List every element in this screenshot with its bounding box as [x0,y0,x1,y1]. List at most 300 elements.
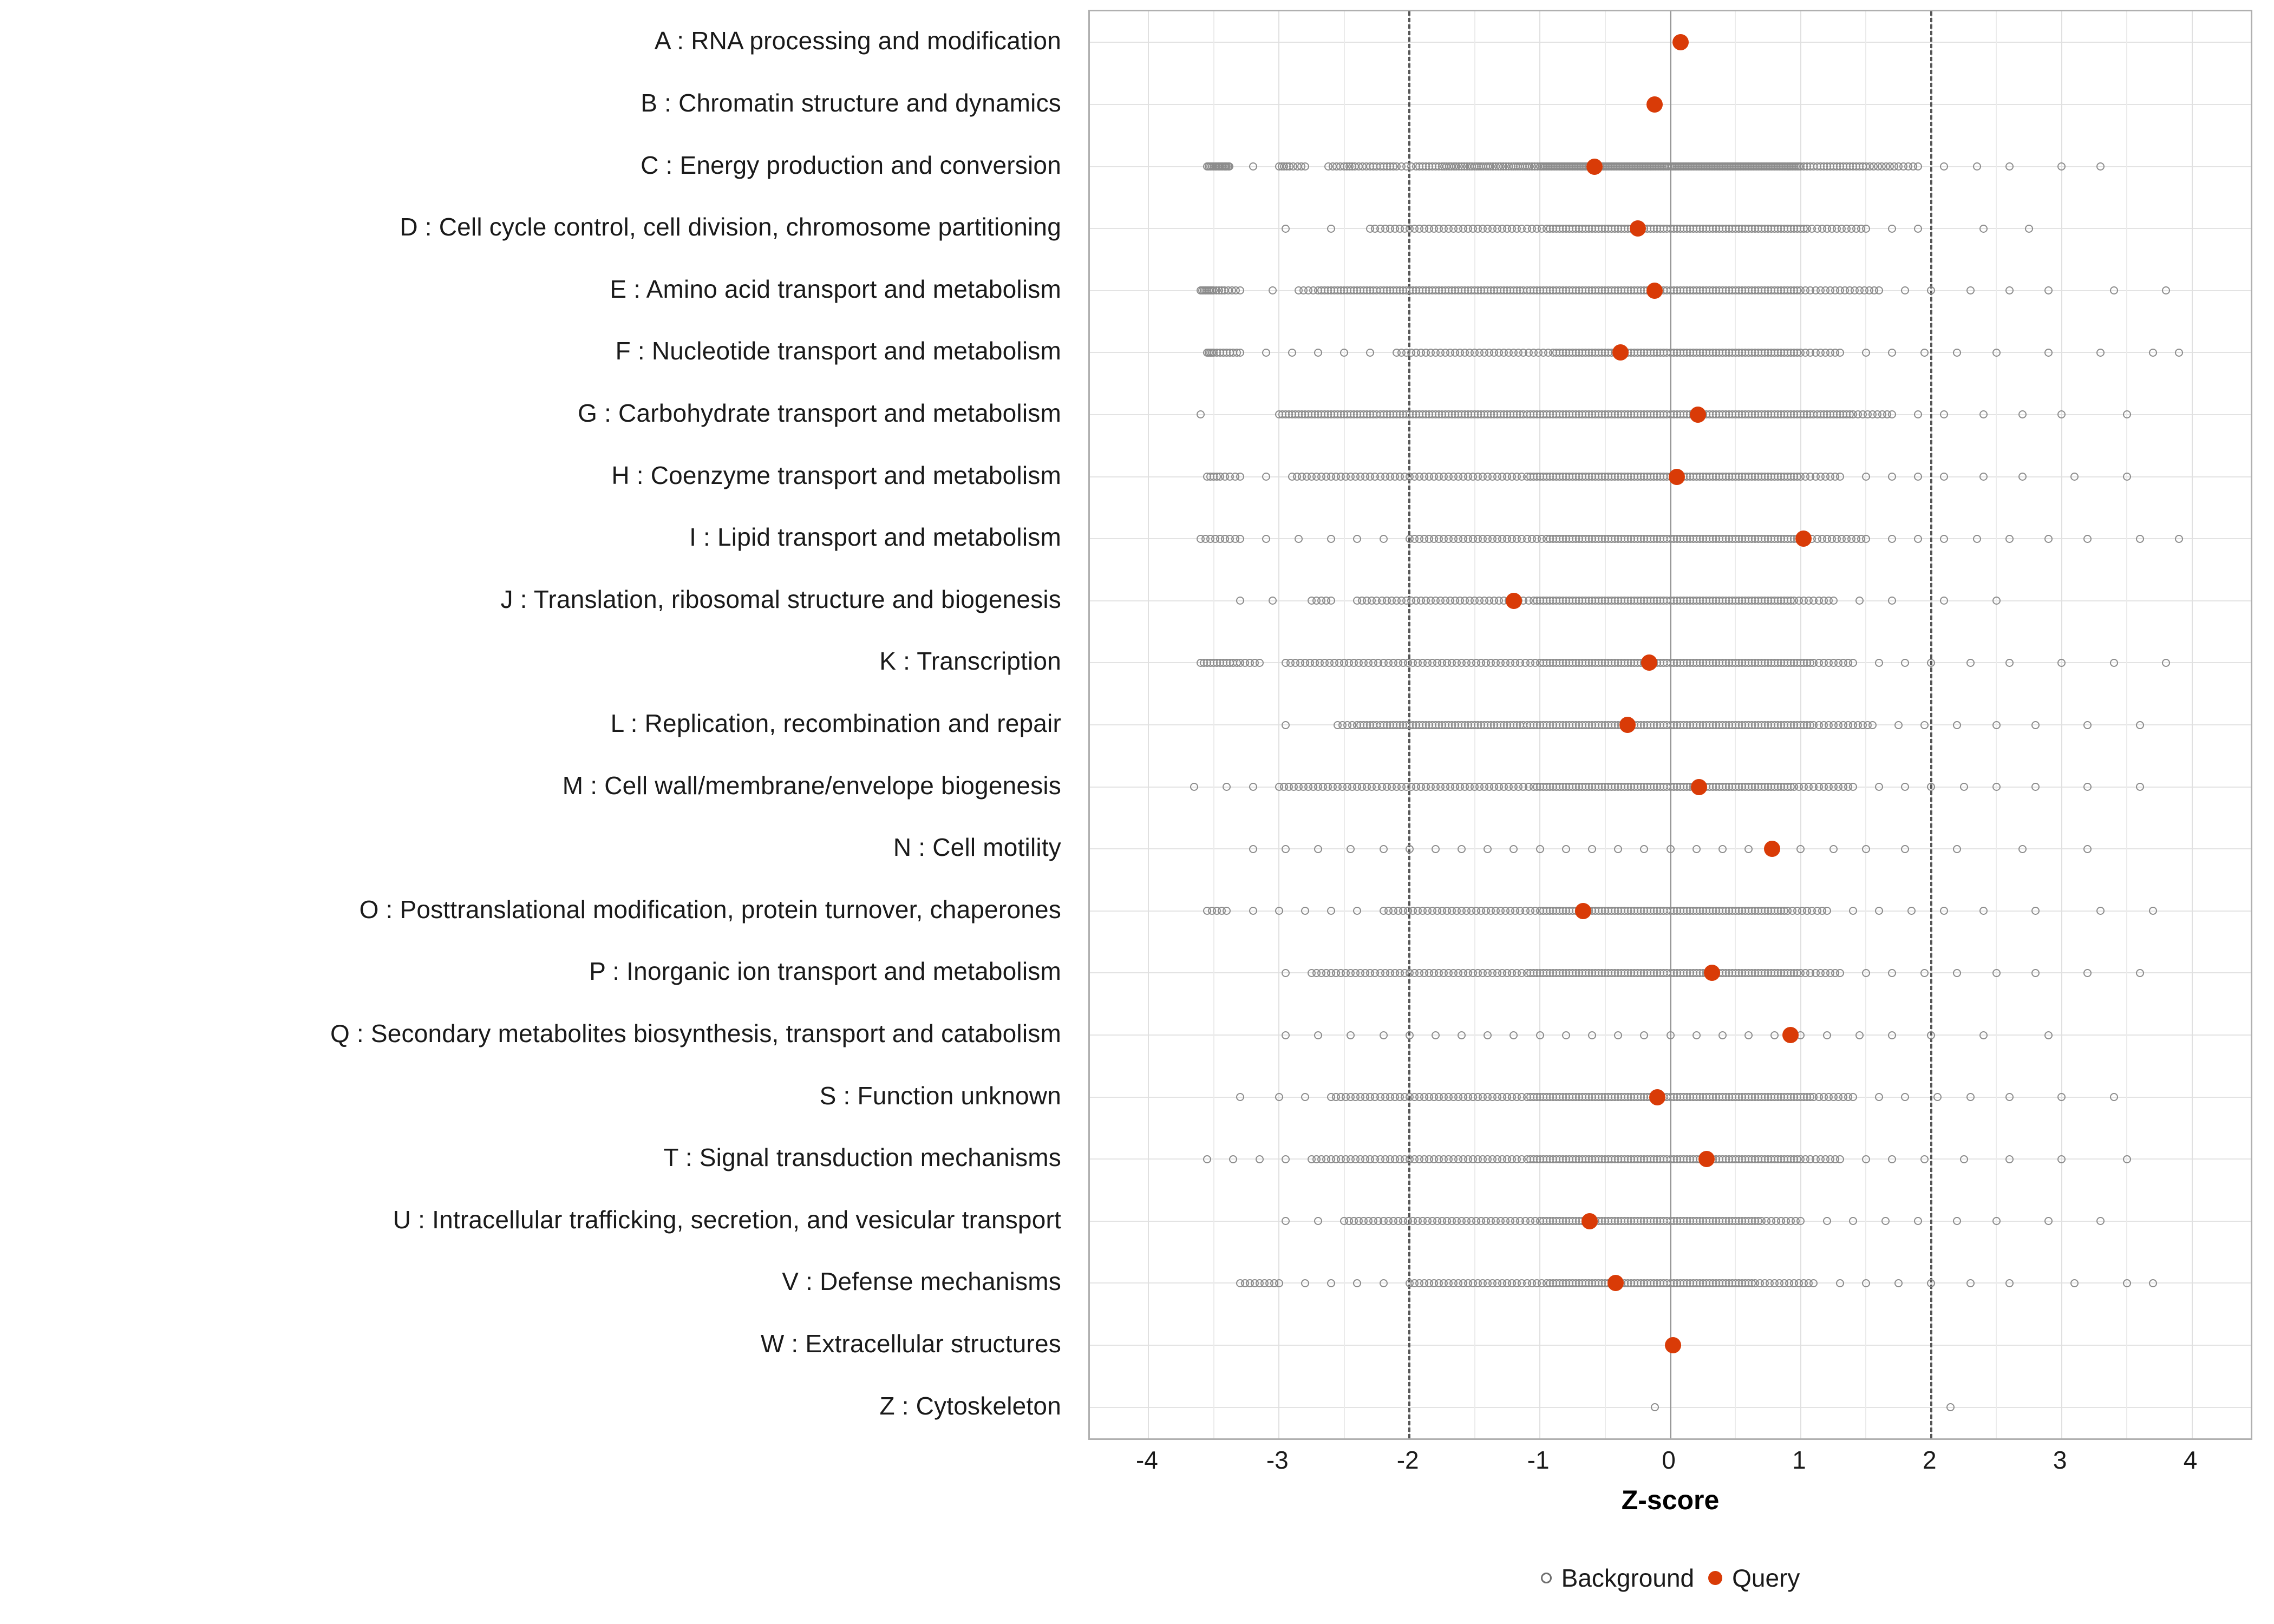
background-point [2149,907,2157,915]
background-point [1282,1031,1290,1039]
background-point [1920,721,1929,729]
background-point [1347,1031,1355,1039]
background-point [1327,1279,1335,1287]
background-point [2110,1093,2118,1101]
background-point [1992,597,2001,605]
vertical-gridline [1148,11,1149,1438]
background-point [1275,1279,1283,1287]
background-point [2110,286,2118,294]
background-point [1718,1031,1727,1039]
background-point [1979,473,1988,481]
query-point [1782,1027,1799,1043]
x-tick-label: -3 [1266,1446,1289,1474]
background-point [2044,1031,2053,1039]
background-point [1992,969,2001,977]
background-point [1353,535,1361,543]
category-label: H : Coenzyme transport and metabolism [611,461,1061,489]
background-point [1301,162,1309,171]
vertical-gridline [2061,11,2062,1438]
query-point [1575,903,1591,919]
background-point [1510,845,1518,853]
background-point [1275,907,1283,915]
background-point [2136,783,2144,791]
background-point [1651,1403,1659,1411]
background-point [1282,1155,1290,1163]
background-point [1888,473,1896,481]
background-point [1406,1031,1414,1039]
background-point [1966,1093,1975,1101]
background-point [1667,1031,1675,1039]
background-point [1282,225,1290,233]
background-point [1888,225,1896,233]
background-point [1881,1217,1890,1225]
background-point [1275,1093,1283,1101]
background-point [1836,349,1844,357]
background-point [2005,1155,2014,1163]
background-point [1236,349,1244,357]
background-point [1888,1031,1896,1039]
query-point [1506,593,1522,609]
background-point [1249,783,1257,791]
chart-legend [1088,1556,2252,1600]
background-point [1914,473,1922,481]
background-point [2083,721,2092,729]
background-point [1855,597,1864,605]
category-label: T : Signal transduction mechanisms [663,1143,1061,1172]
background-point [1484,1031,1492,1039]
query-point [1669,469,1685,485]
background-point [1992,1217,2001,1225]
query-point [1690,407,1706,423]
background-point [1901,659,1909,667]
background-point [2096,1217,2105,1225]
background-point [1249,162,1257,171]
background-point [2136,969,2144,977]
background-point [1693,1031,1701,1039]
background-point [2083,845,2092,853]
background-point [2031,907,2040,915]
background-point [1295,535,1303,543]
background-point [1862,473,1870,481]
background-point [1953,1217,1961,1225]
background-point [1953,969,1961,977]
background-point [1197,410,1205,418]
background-point [2175,535,2183,543]
background-point [1849,907,1857,915]
category-label: S : Function unknown [819,1081,1061,1110]
background-point [1927,659,1935,667]
background-point [1314,1217,1322,1225]
background-point [1888,349,1896,357]
background-point [1823,1031,1831,1039]
background-point [1223,907,1231,915]
background-point [1327,597,1335,605]
background-point [2070,1279,2079,1287]
category-label: A : RNA processing and modification [654,27,1061,55]
query-point [1630,220,1646,237]
category-label: N : Cell motility [893,833,1061,862]
background-point [1849,1217,1857,1225]
background-point [1588,1031,1596,1039]
reference-line-dashed [1930,11,1932,1438]
background-point [1314,349,1322,357]
background-point [1927,1031,1935,1039]
background-point [1953,845,1961,853]
background-point [1979,225,1988,233]
background-point [1327,535,1335,543]
background-point [1249,845,1257,853]
background-point [1836,1155,1844,1163]
background-point [1282,969,1290,977]
background-point [1262,535,1270,543]
background-point [1836,1279,1844,1287]
background-point [2110,659,2118,667]
background-point [2123,1279,2131,1287]
category-label: Z : Cytoskeleton [879,1391,1061,1420]
background-point [1901,286,1909,294]
background-point [2057,410,2066,418]
background-point [1888,410,1896,418]
background-point [2123,410,2131,418]
background-point [1901,783,1909,791]
background-point [1347,845,1355,853]
background-point [1888,597,1896,605]
background-point [1992,783,2001,791]
background-point [1301,1093,1309,1101]
query-point [1672,34,1689,50]
background-point [2031,969,2040,977]
background-point [1380,1031,1388,1039]
open-circle-icon [1541,1573,1552,1583]
category-label: B : Chromatin structure and dynamics [641,88,1061,117]
background-point [1862,969,1870,977]
background-point [1927,1279,1935,1287]
background-point [1875,783,1883,791]
background-point [1269,286,1277,294]
background-point [2162,659,2170,667]
background-point [1262,349,1270,357]
background-point [1927,286,1935,294]
vertical-gridline [1278,11,1279,1438]
background-point [1894,1279,1903,1287]
query-point [1649,1089,1665,1105]
x-tick-label: 4 [2183,1446,2198,1474]
x-tick-label: 3 [2053,1446,2067,1474]
background-point [1966,659,1975,667]
background-point [1256,1155,1264,1163]
background-point [1640,1031,1648,1039]
x-tick-label: -2 [1396,1446,1419,1474]
background-point [1236,286,1244,294]
legend-label-query: Query [1732,1564,1800,1592]
background-point [1458,845,1466,853]
background-point [2149,1279,2157,1287]
background-point [1288,349,1296,357]
background-point [2096,162,2105,171]
background-point [1829,597,1838,605]
background-point [2123,1155,2131,1163]
background-point [1933,1093,1942,1101]
background-point [1282,1217,1290,1225]
query-point [1704,965,1720,981]
background-point [1875,659,1883,667]
background-point [1536,1031,1544,1039]
background-point [1809,1279,1818,1287]
background-point [1979,1031,1988,1039]
background-point [2031,783,2040,791]
background-point [2005,286,2014,294]
background-point [1510,1031,1518,1039]
background-point [2162,286,2170,294]
background-point [2136,535,2144,543]
category-label: D : Cell cycle control, cell division, chromosome partitioning [400,213,1061,241]
background-point [1693,845,1701,853]
background-point [2044,349,2053,357]
background-point [1992,349,2001,357]
background-point [1901,845,1909,853]
background-point [1536,845,1544,853]
vertical-gridline [2192,11,2193,1438]
background-point [1353,907,1361,915]
background-point [1203,1155,1211,1163]
background-point [1282,845,1290,853]
background-point [1301,907,1309,915]
category-label: U : Intracellular trafficking, secretion, and vesicular transport [393,1205,1061,1234]
background-point [2005,535,2014,543]
background-point [1862,349,1870,357]
query-point [1698,1151,1715,1167]
x-tick-label: -1 [1527,1446,1550,1474]
category-label: E : Amino acid transport and metabolism [610,274,1061,303]
background-point [1920,349,1929,357]
background-point [2070,473,2079,481]
x-tick-label: 2 [1923,1446,1937,1474]
background-point [1770,1031,1779,1039]
background-point [2031,721,2040,729]
background-point [1562,845,1570,853]
background-point [2057,659,2066,667]
background-point [1894,721,1903,729]
background-point [1966,1279,1975,1287]
query-point [1619,717,1636,733]
background-point [1236,473,1244,481]
legend-item-background [1541,1563,1695,1593]
x-axis-label: Z-score [1621,1485,1720,1515]
background-point [2044,535,2053,543]
background-point [1927,783,1935,791]
background-point [2018,473,2027,481]
background-point [1875,907,1883,915]
query-point [1665,1337,1681,1353]
background-point [2005,1279,2014,1287]
background-point [2005,162,2014,171]
background-point [2005,659,2014,667]
legend-item-query [1708,1563,1800,1593]
background-point [1979,410,1988,418]
category-label: I : Lipid transport and metabolism [689,523,1061,552]
legend-label-background: Background [1561,1564,1695,1592]
background-point [2083,783,2092,791]
background-point [1718,845,1727,853]
background-point [1960,783,1968,791]
background-point [1901,1093,1909,1101]
background-point [1236,535,1244,543]
background-point [1380,845,1388,853]
query-point [1608,1275,1624,1291]
category-label: L : Replication, recombination and repair [610,709,1061,737]
background-point [1340,349,1348,357]
plot-panel [1088,10,2252,1440]
query-point [1612,344,1629,361]
background-point [1314,845,1322,853]
background-point [1914,225,1922,233]
background-point [1744,1031,1753,1039]
background-point [1940,907,1948,915]
background-point [2175,349,2183,357]
background-point [1953,721,1961,729]
background-point [1269,597,1277,605]
filled-circle-icon [1708,1571,1722,1585]
category-label: V : Defense mechanisms [782,1267,1061,1296]
background-point [1588,845,1596,853]
background-point [1836,969,1844,977]
query-point [1582,1213,1598,1229]
background-point [1353,1279,1361,1287]
background-point [1614,845,1622,853]
background-point [1225,162,1233,171]
background-point [1888,1155,1896,1163]
background-point [1907,907,1916,915]
background-point [1914,162,1922,171]
background-point [2044,1217,2053,1225]
background-point [1380,1279,1388,1287]
background-point [1940,473,1948,481]
query-point [1691,779,1707,795]
background-point [1229,1155,1237,1163]
category-label: O : Posttranslational modification, protein turnover, chaperones [359,895,1061,924]
background-point [1796,845,1805,853]
background-point [1667,845,1675,853]
category-label: M : Cell wall/membrane/envelope biogenesis [562,771,1061,800]
background-point [2044,286,2053,294]
background-point [1744,845,1753,853]
background-point [1236,597,1244,605]
background-point [2018,410,2027,418]
category-label: G : Carbohydrate transport and metabolism [578,398,1061,427]
background-point [1940,162,1948,171]
background-point [1953,349,1961,357]
x-axis-ticks [1088,1440,2252,1489]
background-point [1862,535,1870,543]
background-point [1249,907,1257,915]
vertical-gridline-minor [2126,11,2127,1438]
vertical-gridline-minor [1213,11,1214,1438]
background-point [1920,1155,1929,1163]
background-point [2057,162,2066,171]
background-point [1979,907,1988,915]
background-point [1406,845,1414,853]
category-label: P : Inorganic ion transport and metabolism [589,957,1061,986]
category-label: J : Translation, ribosomal structure and biogenesis [500,585,1061,613]
background-point [1256,659,1264,667]
background-point [1888,535,1896,543]
background-point [1327,907,1335,915]
background-point [1236,1093,1244,1101]
background-point [1849,1093,1857,1101]
background-point [1327,225,1335,233]
background-point [1640,845,1648,853]
background-point [1940,410,1948,418]
background-point [1614,1031,1622,1039]
query-point [1795,531,1812,547]
background-point [1992,721,2001,729]
background-point [1849,659,1857,667]
query-point [1646,96,1663,113]
background-point [2096,349,2105,357]
background-point [1940,597,1948,605]
background-point [1432,1031,1440,1039]
query-point [1586,159,1603,175]
background-point [1282,721,1290,729]
background-point [1973,535,1981,543]
background-point [2123,473,2131,481]
category-label: F : Nucleotide transport and metabolism [615,337,1061,365]
background-point [1823,1217,1831,1225]
background-point [1796,1217,1805,1225]
background-point [1432,845,1440,853]
background-point [1314,1031,1322,1039]
background-point [1380,535,1388,543]
background-point [1875,286,1883,294]
background-point [2136,721,2144,729]
background-point [1920,969,1929,977]
background-point [1862,225,1870,233]
background-point [1914,410,1922,418]
background-point [1484,845,1492,853]
category-label: C : Energy production and conversion [641,150,1061,179]
query-point [1646,283,1663,299]
x-tick-label: 0 [1662,1446,1676,1474]
background-point [2005,1093,2014,1101]
background-point [1946,1403,1955,1411]
x-tick-label: 1 [1792,1446,1806,1474]
background-point [1855,1031,1864,1039]
background-point [1366,349,1374,357]
background-point [1914,1217,1922,1225]
category-label-column [0,0,1077,1440]
category-label: Q : Secondary metabolites biosynthesis, transport and catabolism [330,1019,1061,1048]
background-point [1862,845,1870,853]
background-point [1836,473,1844,481]
background-point [1190,783,1198,791]
category-label: W : Extracellular structures [760,1330,1061,1358]
background-point [2083,969,2092,977]
background-point [1862,1155,1870,1163]
background-point [1960,1155,1968,1163]
background-point [2057,1093,2066,1101]
background-point [1823,907,1831,915]
background-point [1862,1279,1870,1287]
background-point [1868,721,1877,729]
background-point [1829,845,1838,853]
background-point [2018,845,2027,853]
x-tick-label: -4 [1135,1446,1158,1474]
background-point [1888,969,1896,977]
background-point [1458,1031,1466,1039]
category-label: K : Transcription [879,647,1061,676]
background-point [1849,783,1857,791]
background-point [1875,1093,1883,1101]
